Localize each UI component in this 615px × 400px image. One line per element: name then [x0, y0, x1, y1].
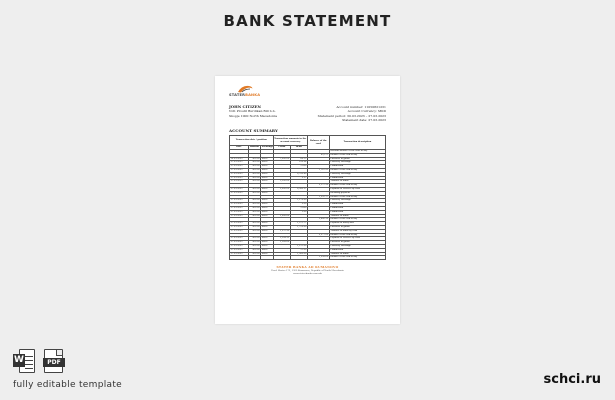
table-cell: Commission: [329, 206, 385, 210]
table-cell: 27.03.2023: [230, 165, 249, 169]
table-cell: 400.00: [248, 172, 260, 176]
statement-date: Statement date: 27.03.2023: [342, 117, 386, 122]
table-cell: Commission: [329, 248, 385, 252]
table-cell: 400.00: [248, 176, 260, 180]
table-cell: Purchase of goods: [329, 225, 385, 229]
table-cell: 1,245.77: [307, 195, 329, 199]
group-header-amounts: Transaction amounts in the account currency: [273, 136, 307, 146]
table-cell: Balance at the end of day: [329, 195, 385, 199]
pdf-file-icon: PDF: [43, 349, 65, 373]
table-cell: RATE: [261, 222, 273, 226]
table-cell: [273, 256, 290, 260]
table-cell: RATE: [261, 229, 273, 233]
table-cell: 400.00: [248, 210, 260, 214]
table-cell: 2,000.00: [273, 187, 290, 191]
table-cell: 27.03.2023: [230, 252, 249, 256]
table-cell: 400.00: [248, 248, 260, 252]
table-cell: Purchase of goods: [329, 241, 385, 245]
table-cell: Commission: [329, 176, 385, 180]
account-currency: Account Currency: MKD: [347, 109, 386, 114]
sub-header-credit: Credit: [273, 146, 290, 150]
table-cell: 27.03.2023: [230, 199, 249, 203]
group-header-description: Transaction description: [329, 136, 385, 150]
table-cell: RATE: [261, 168, 273, 172]
footer-bank-name: STATER BANKA AD KUMANOVO: [276, 265, 339, 270]
table-cell: 400.00: [248, 229, 260, 233]
table-cell: RATE: [261, 210, 273, 214]
table-cell: Payment of services by card: [329, 237, 385, 241]
table-cell: 27.03.2023: [230, 244, 249, 248]
table-cell: Transfer of funds: [329, 214, 385, 218]
table-cell: 27.03.2023: [230, 237, 249, 241]
table-cell: Balance at the end of day: [329, 168, 385, 172]
table-cell: 1.000: [290, 165, 307, 169]
table-cell: 400.00: [248, 252, 260, 256]
table-cell: RATE: [261, 180, 273, 184]
table-cell: 400.00: [248, 241, 260, 245]
table-cell: Commission: [329, 165, 385, 169]
table-cell: 400.00: [248, 206, 260, 210]
table-cell: 2.00: [290, 203, 307, 207]
footer-website: www.staterbanka.com.mk: [293, 272, 322, 276]
table-cell: Commission: [329, 203, 385, 207]
table-cell: 27.03.2023: [230, 187, 249, 191]
table-cell: 27.03.2023: [230, 222, 249, 226]
table-cell: Transfer of funds by card: [329, 229, 385, 233]
group-header-balance: Balance of the card: [307, 136, 329, 150]
bird-arc-icon: [237, 84, 253, 93]
table-cell: Payment of services by card: [329, 187, 385, 191]
table-cell: 400.00: [248, 168, 260, 172]
table-cell: 400.00: [248, 161, 260, 165]
bank-logo-text: STATERBANKA: [229, 93, 261, 97]
table-cell: Balance at the end of day: [329, 256, 385, 260]
table-cell: RATE: [261, 248, 273, 252]
group-header-date: Transaction date / position: [230, 136, 274, 146]
table-cell: 1.00: [290, 210, 307, 214]
table-cell: 27.03.2023: [230, 206, 249, 210]
table-cell: 27.03.2023: [230, 191, 249, 195]
bank-footer: [229, 265, 386, 275]
table-cell: Payment of utility bills: [329, 222, 385, 226]
table-cell: [290, 256, 307, 260]
statement-document: [215, 76, 400, 324]
table-cell: 1,565.21: [307, 168, 329, 172]
summary-title: ACCOUNT SUMMARY: [229, 128, 278, 134]
table-cell: [248, 256, 260, 260]
table-cell: Incoming payment: [329, 191, 385, 195]
table-cell: 27.03.2023: [230, 248, 249, 252]
editable-template-caption: fully editable template: [13, 380, 122, 390]
table-cell: 27.03.2023: [230, 210, 249, 214]
table-cell: RATE: [261, 203, 273, 207]
table-cell: 2,108.33: [273, 237, 290, 241]
table-cell: RATE: [261, 157, 273, 161]
customer-address-line1: Ndr. Prostil Burdikan Bill b.b.: [229, 109, 276, 114]
table-cell: 400.00: [248, 180, 260, 184]
table-cell: 27.03.2023: [230, 214, 249, 218]
table-cell: 400.00: [248, 187, 260, 191]
customer-name: JOHN CITIZEN: [229, 104, 262, 109]
customer-block: [229, 105, 277, 122]
table-cell: 3,100.00: [273, 180, 290, 184]
table-cell: 400.00: [248, 214, 260, 218]
table-cell: 27.03.2023: [230, 172, 249, 176]
table-cell: 199.98: [290, 161, 307, 165]
table-cell: 27.03.2023: [230, 180, 249, 184]
statement-period: Statement period: 30.03.2023 – 27.03.2023: [317, 113, 386, 118]
table-cell: RATE: [261, 225, 273, 229]
table-cell: 27.03.2023: [230, 168, 249, 172]
table-cell: 27.03.2023: [230, 229, 249, 233]
table-cell: [230, 256, 249, 260]
table-cell: Balance at the end of day: [329, 218, 385, 222]
table-cell: 27.03.2023: [230, 176, 249, 180]
table-cell: Transfer of funds: [329, 180, 385, 184]
table-cell: 89.55: [290, 157, 307, 161]
table-cell: 26.03.2023: [230, 157, 249, 161]
table-cell: Currency exchange: [329, 172, 385, 176]
table-cell: Balance at the end of day: [329, 153, 385, 157]
table-cell: 400.00: [248, 237, 260, 241]
table-cell: 1,000.00: [290, 252, 307, 256]
table-cell: 1.000: [290, 206, 307, 210]
table-cell: 4,277.92: [307, 233, 329, 237]
table-cell: RATE: [261, 172, 273, 176]
table-cell: RATE: [261, 252, 273, 256]
table-cell: Purchase of goods: [329, 157, 385, 161]
table-cell: RATE: [261, 191, 273, 195]
table-cell: 400.00: [248, 191, 260, 195]
account-number: Account number: 11050821231: [336, 105, 386, 109]
customer-address-line2: Skopje 1000 North Macedonia: [229, 113, 277, 118]
table-cell: 1,115.00: [290, 244, 307, 248]
table-cell: Commission: [329, 210, 385, 214]
table-row: [230, 256, 386, 260]
table-cell: 400.00: [248, 157, 260, 161]
table-cell: [261, 256, 273, 260]
table-cell: 4,157.39: [307, 184, 329, 188]
table-cell: 5,000.00: [273, 157, 290, 161]
table-cell: 400.00: [248, 222, 260, 226]
table-cell: Account balance at the start of day: [329, 149, 385, 153]
table-cell: 1,179.60: [290, 199, 307, 203]
table-cell: RATE: [261, 244, 273, 248]
table-cell: RATE: [261, 187, 273, 191]
table-cell: 400.00: [248, 225, 260, 229]
bank-logo: [229, 84, 269, 97]
table-cell: 400.00: [248, 244, 260, 248]
table-cell: RATE: [261, 214, 273, 218]
table-cell: RATE: [261, 237, 273, 241]
table-cell: 27.03.2023: [230, 161, 249, 165]
table-cell: 1,275.77: [290, 222, 307, 226]
transactions-table: [229, 135, 386, 260]
table-cell: 8,990.17: [290, 187, 307, 191]
table-cell: Balance at the end of day: [329, 184, 385, 188]
table-cell: 1,255.20: [273, 229, 290, 233]
table-cell: RATE: [261, 165, 273, 169]
table-cell: 8,700.80: [290, 172, 307, 176]
footer-address: Pavel Shatev 172, 1300 Kumanovo, Republic of North Macedonia: [271, 269, 344, 273]
table-cell: 2.17: [290, 176, 307, 180]
table-cell: 89,155: [307, 153, 329, 157]
word-file-icon: W: [13, 349, 35, 373]
table-cell: 400.00: [248, 165, 260, 169]
table-cell: RATE: [261, 199, 273, 203]
table-cell: Currency exchange: [329, 161, 385, 165]
table-cell: 1,249.00: [307, 256, 329, 260]
page-title: BANK STATEMENT: [223, 12, 392, 30]
table-cell: RATE: [261, 206, 273, 210]
table-cell: Currency exchange: [329, 244, 385, 248]
table-cell: 15.00: [290, 248, 307, 252]
table-cell: 1,570.00: [290, 225, 307, 229]
table-cell: 27.03.2023: [230, 241, 249, 245]
account-block: [318, 105, 386, 122]
table-cell: RATE: [261, 161, 273, 165]
table-cell: 2,880.39: [307, 218, 329, 222]
table-cell: Currency exchange: [329, 199, 385, 203]
table-cell: 1,000.00: [273, 214, 290, 218]
table-cell: 27.03.2023: [230, 203, 249, 207]
table-cell: 27.03.2023: [230, 225, 249, 229]
table-cell: Transfer of funds: [329, 252, 385, 256]
table-cell: RATE: [261, 176, 273, 180]
site-brand: schci.ru: [543, 372, 601, 387]
sub-header-debit: Debit: [290, 146, 307, 150]
table-cell: 400.00: [248, 199, 260, 203]
table-cell: 1,189.60: [273, 241, 290, 245]
sub-header-date: Date: [230, 146, 249, 150]
table-cell: RATE: [261, 241, 273, 245]
table-cell: 400.00: [248, 203, 260, 207]
table-cell: Balance at the end of day: [329, 233, 385, 237]
sub-header-exchange: Exchange: [261, 146, 274, 149]
sub-header-amount: Amount: [249, 146, 260, 149]
